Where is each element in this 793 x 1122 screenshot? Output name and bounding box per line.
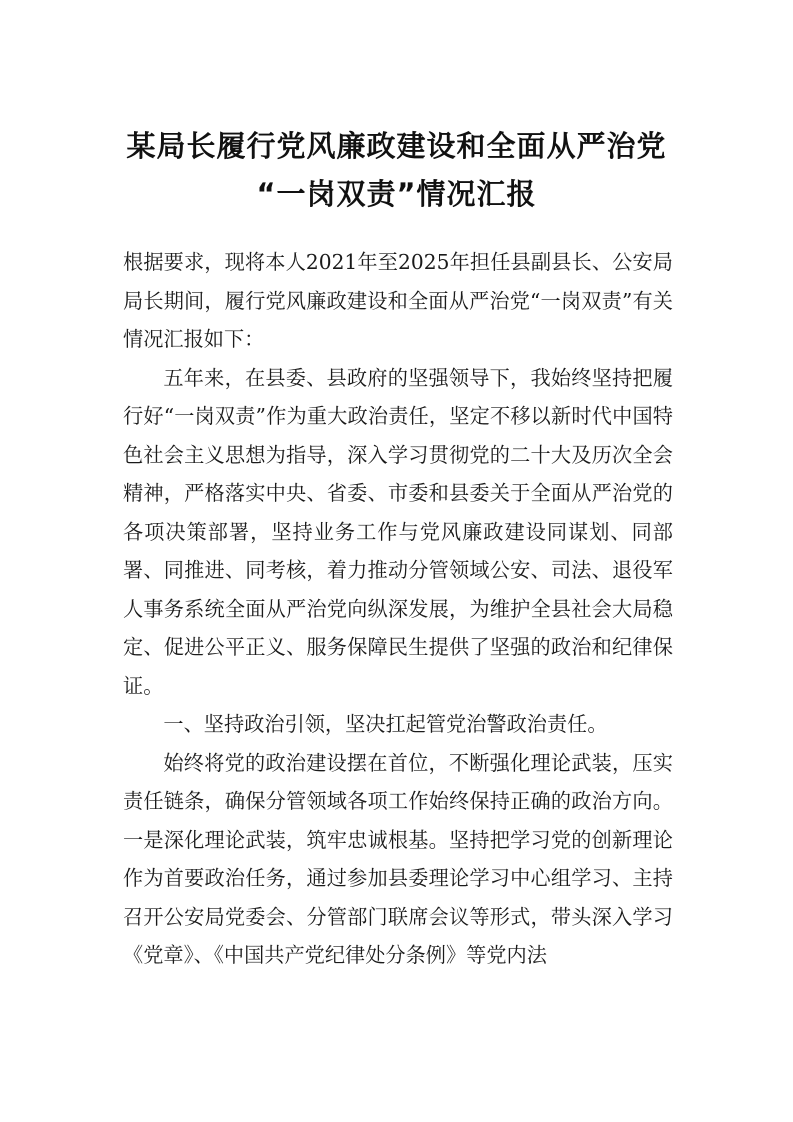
document-title-line-1: 某局长履行党风廉政建设和全面从严治党 [126,129,667,163]
document-body [123,243,673,975]
summary-paragraph: 五年来，在县委、县政府的坚强领导下，我始终坚持把履行好“一岗双责”作为重大政治责任，坚定不移以新时代中国特色社会主义思想为指导，深入学习贯彻党的二十大及历次全会精神，严格落实中央、省委、市委和县委关于全面从严治党的各项决策部署，坚持业务工作与党风廉政建设同谋划、同部署、同推进、同考核，着力推动分管领域公安、司法、退役军人事务系统全面从严治党向纵深发展，为维护全县社会大局稳定、促进公平正义、服务保障民生提供了坚强的政治和纪律保证。 [123,365,673,698]
intro-paragraph: 根据要求，现将本人2021年至2025年担任县副县长、公安局局长期间，履行党风廉政建设和全面从严治党“一岗双责”有关情况汇报如下： [123,250,673,351]
document-title-line-2: “一岗双责”情况汇报 [256,177,537,211]
section-1-paragraph: 始终将党的政治建设摆在首位，不断强化理论武装，压实责任链条，确保分管领域各项工作始终保持正确的政治方向。一是深化理论武装，筑牢忠诚根基。坚持把学习党的创新理论作为首要政治任务，通过参加县委理论学习中心组学习、主持召开公安局党委会、分管部门联席会议等形式，带头深入学习《党章》、《中国共产党纪律处分条例》等党内法 [123,750,673,967]
section-heading-1: 一、坚持政治引领，坚决扛起管党治警政治责任。 [163,712,608,736]
